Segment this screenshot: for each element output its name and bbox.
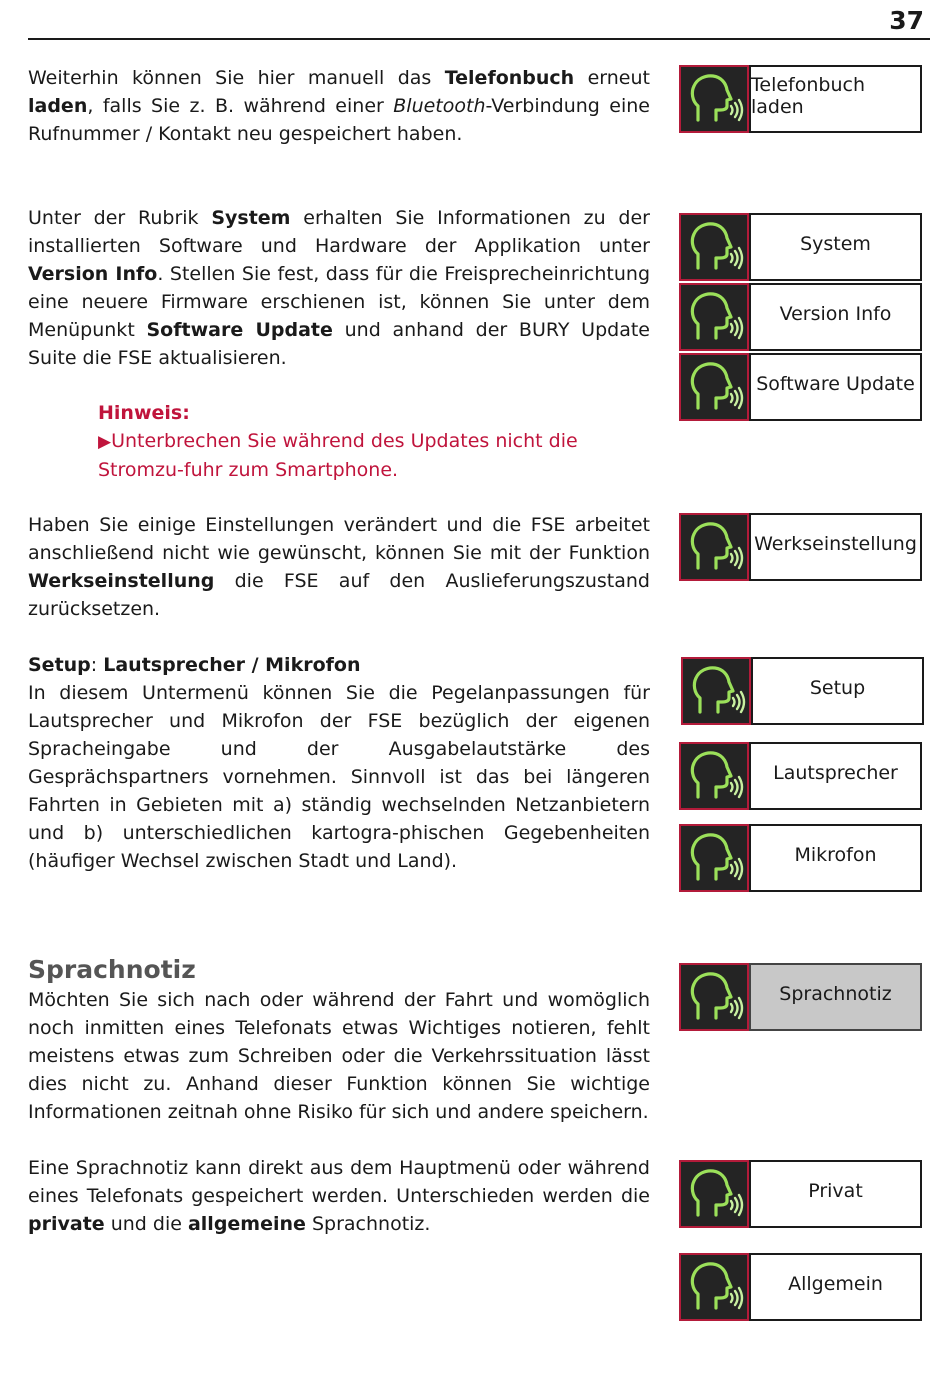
hint-title: Hinweis:: [98, 402, 190, 424]
software-update-button[interactable]: [679, 353, 922, 421]
telefonbuch-laden-button[interactable]: [679, 65, 922, 133]
paragraph-telefonbuch: Weiterhin können Sie hier manuell das Telefonbuch erneut laden, falls Sie z. B. während einer Bluetooth-Verbindung eine Rufnummer / Kontakt neu gespeichert haben.: [28, 67, 650, 145]
hint-text: Unterbrechen Sie während des Updates nicht die Stromzu-fuhr zum Smartphone.: [98, 430, 578, 481]
arrow-right-icon: ▶: [98, 432, 112, 452]
voice-command-icon: [681, 657, 751, 725]
voice-command-icon: [679, 742, 749, 810]
privat-button[interactable]: [679, 1160, 922, 1228]
system-button[interactable]: [679, 213, 922, 281]
werkseinstellung-label: Werkseinstellung: [749, 513, 922, 581]
voice-command-icon: [679, 513, 749, 581]
sprachnotiz-label: Sprachnotiz: [749, 963, 922, 1031]
mikrofon-button[interactable]: [679, 824, 922, 892]
allgemein-button[interactable]: [679, 1253, 922, 1321]
page-number: 37: [889, 6, 924, 35]
hint-box: [98, 399, 658, 484]
version-info-button[interactable]: [679, 283, 922, 351]
paragraph-sprachnotiz-intro: Möchten Sie sich nach oder während der Fahrt und womöglich noch inmitten eines Telefonats etwas Wichtiges notieren, fehlt meistens etwas zum Schreiben oder die Verkehrssituation lässt dies nicht zu. Anhand dieser Funktion können Sie wichtige Informationen zeitnah ohne Risiko für sich und andere speichern.: [28, 989, 650, 1123]
lautsprecher-button[interactable]: [679, 742, 922, 810]
paragraph-sprachnotiz-types: Eine Sprachnotiz kann direkt aus dem Hauptmenü oder während eines Telefonats gespeichert werden. Unterschieden werden die private und die allgemeine Sprachnotiz.: [28, 1157, 650, 1235]
setup-button[interactable]: [681, 657, 924, 725]
telefonbuch-laden-label: Telefonbuch laden: [749, 65, 922, 133]
section-title-sprachnotiz: Sprachnotiz: [28, 955, 196, 984]
voice-command-icon: [679, 1253, 749, 1321]
paragraph-system: Unter der Rubrik System erhalten Sie Informationen zu der installierten Software und Hardware der Applikation unter Version Info. Stellen Sie fest, dass für die Freisprecheinrichtung eine neuere Firmware erschienen ist, können Sie unter dem Menüpunkt Software Update und anhand der BURY Update Suite die FSE aktualisieren.: [28, 207, 651, 369]
voice-command-icon: [679, 963, 749, 1031]
paragraph-setup: Setup: Lautsprecher / Mikrofon In diesem Untermenü können Sie die Pegelanpassungen für Lautsprecher und Mikrofon der FSE bezüglich der eigenen Spracheingabe und der Ausgabelautstärke des Gesprächspartners vornehmen. Sinnvoll ist das bei längeren Fahrten in Gebieten mit a) ständig wechselnden Netzanbietern und b) unterschiedlichen kartogra-phischen Gegebenheiten (häufiger Wechsel zwischen Stadt und Land).: [28, 654, 650, 872]
werkseinstellung-button[interactable]: [679, 513, 922, 581]
allgemein-label: Allgemein: [749, 1253, 922, 1321]
voice-command-icon: [679, 1160, 749, 1228]
privat-label: Privat: [749, 1160, 922, 1228]
voice-command-icon: [679, 353, 749, 421]
voice-command-icon: [679, 213, 749, 281]
system-label: System: [749, 213, 922, 281]
voice-command-icon: [679, 824, 749, 892]
lautsprecher-label: Lautsprecher: [749, 742, 922, 810]
software-update-label: Software Update: [749, 353, 922, 421]
mikrofon-label: Mikrofon: [749, 824, 922, 892]
header-rule: [28, 38, 930, 40]
paragraph-werkseinstellung: Haben Sie einige Einstellungen verändert und die FSE arbeitet anschließend nicht wie gewünscht, können Sie mit der Funktion Werkseinstellung die FSE auf den Auslieferungszustand zurücksetzen.: [28, 514, 650, 620]
voice-command-icon: [679, 65, 749, 133]
version-info-label: Version Info: [749, 283, 922, 351]
setup-label: Setup: [751, 657, 924, 725]
voice-command-icon: [679, 283, 749, 351]
sprachnotiz-button[interactable]: [679, 963, 922, 1031]
